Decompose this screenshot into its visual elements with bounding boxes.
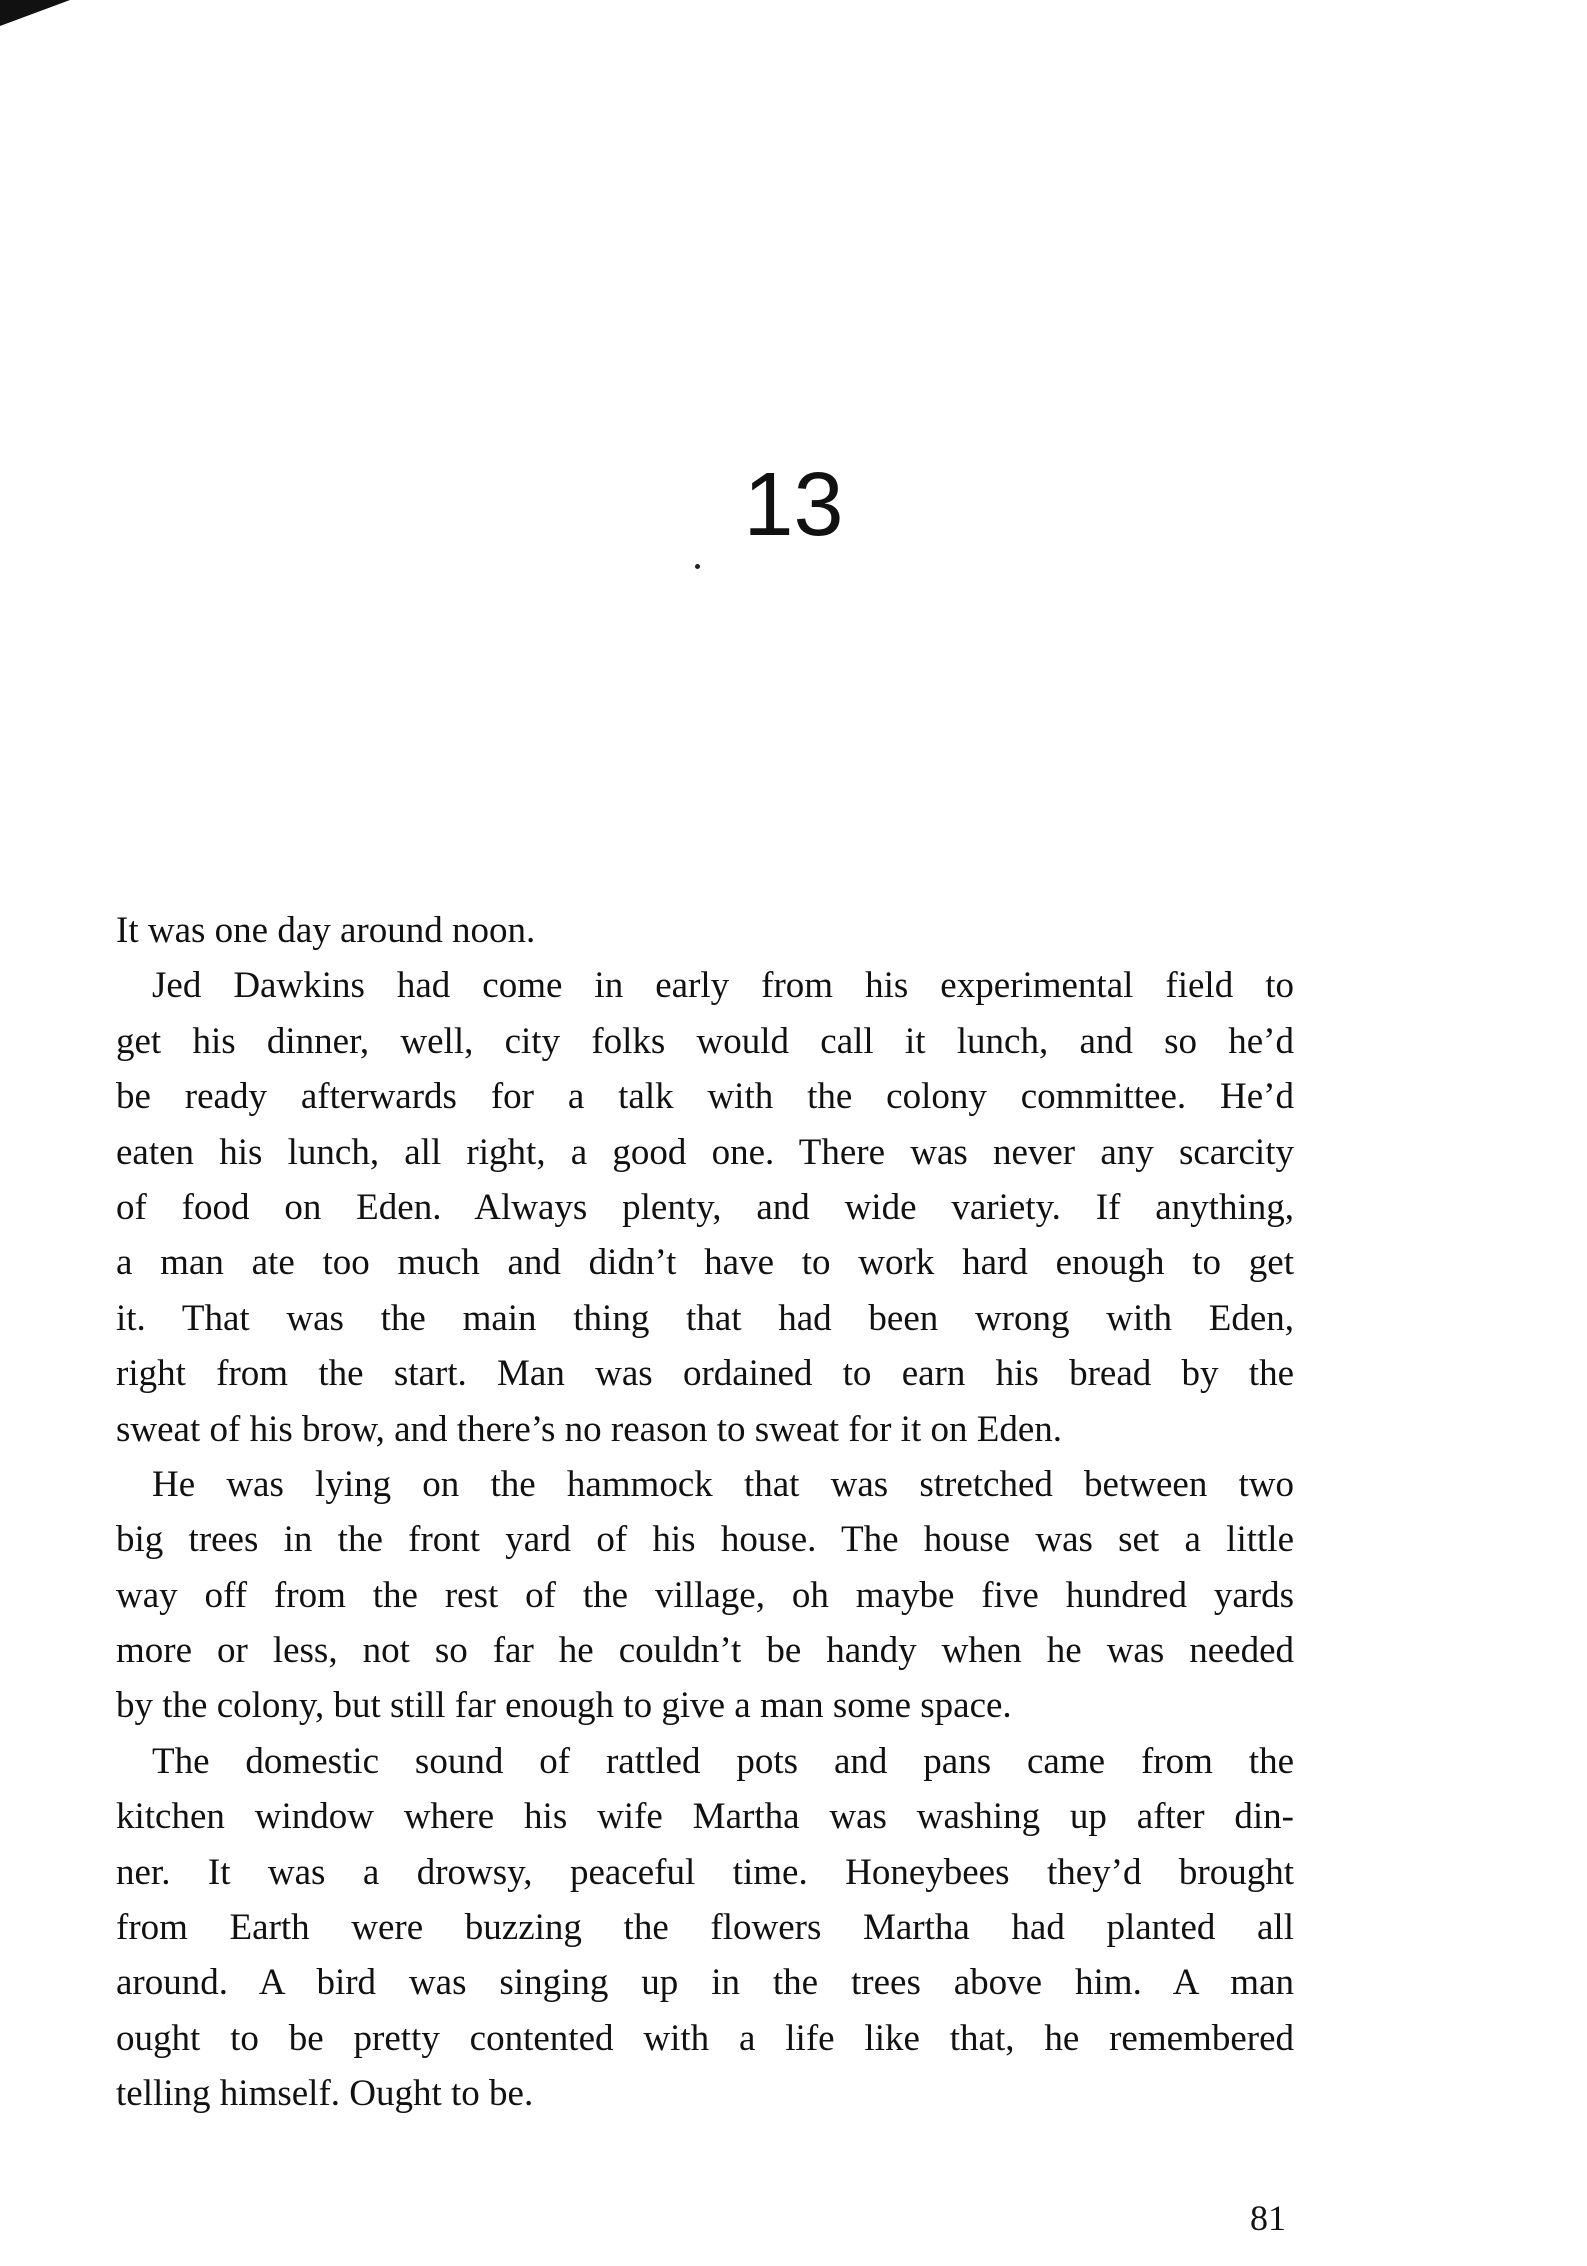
text-line: right from the start. Man was ordained to earn his bread by the — [116, 1353, 1294, 1395]
page-number: 81 — [1250, 2198, 1286, 2238]
text-line: big trees in the front yard of his house. The house was set a little — [116, 1519, 1294, 1561]
paragraph — [116, 1734, 1294, 2122]
text-line: way off from the rest of the village, oh maybe five hundred yards — [116, 1574, 1294, 1616]
text-line: ought to be pretty contented with a life like that, he remembered — [116, 2017, 1294, 2059]
chapter-number: 13 — [743, 455, 844, 555]
text-line: a man ate too much and didn’t have to work hard enough to get — [116, 1242, 1294, 1284]
text-line: ner. It was a drowsy, peaceful time. Honeybees they’d brought — [116, 1851, 1294, 1893]
text-line: from Earth were buzzing the flowers Martha had planted all — [116, 1907, 1294, 1949]
text-line: get his dinner, well, city folks would call it lunch, and so he’d — [116, 1020, 1294, 1062]
chapter-ornament-dot — [695, 564, 700, 569]
text-line: Jed Dawkins had come in early from his experimental field to — [152, 965, 1294, 1007]
text-line: kitchen window where his wife Martha was washing up after din- — [116, 1796, 1294, 1838]
paragraph — [116, 1457, 1294, 1734]
text-line: The domestic sound of rattled pots and pans came from the — [152, 1740, 1294, 1782]
paragraph — [116, 958, 1294, 1457]
text-line: It was one day around noon. — [116, 910, 536, 951]
text-line: around. A bird was singing up in the trees above him. A man — [116, 1962, 1294, 2004]
text-line: of food on Eden. Always plenty, and wide variety. If anything, — [116, 1186, 1294, 1228]
scan-corner-mark — [0, 0, 70, 26]
text-line: be ready afterwards for a talk with the colony committee. He’d — [116, 1076, 1294, 1118]
text-line: more or less, not so far he couldn’t be handy when he was needed — [116, 1630, 1294, 1672]
text-line: it. That was the main thing that had been wrong with Eden, — [116, 1297, 1294, 1339]
text-line: sweat of his brow, and there’s no reason to sweat for it on Eden. — [116, 1408, 1062, 1450]
text-line: telling himself. Ought to be. — [116, 2073, 534, 2115]
text-line: eaten his lunch, all right, a good one. There was never any scarcity — [116, 1131, 1294, 1173]
text-line: He was lying on the hammock that was stretched between two — [152, 1463, 1294, 1505]
text-line: by the colony, but still far enough to give a man some space. — [116, 1685, 1012, 1727]
paragraph — [116, 903, 1294, 958]
body-text — [116, 903, 1294, 2122]
